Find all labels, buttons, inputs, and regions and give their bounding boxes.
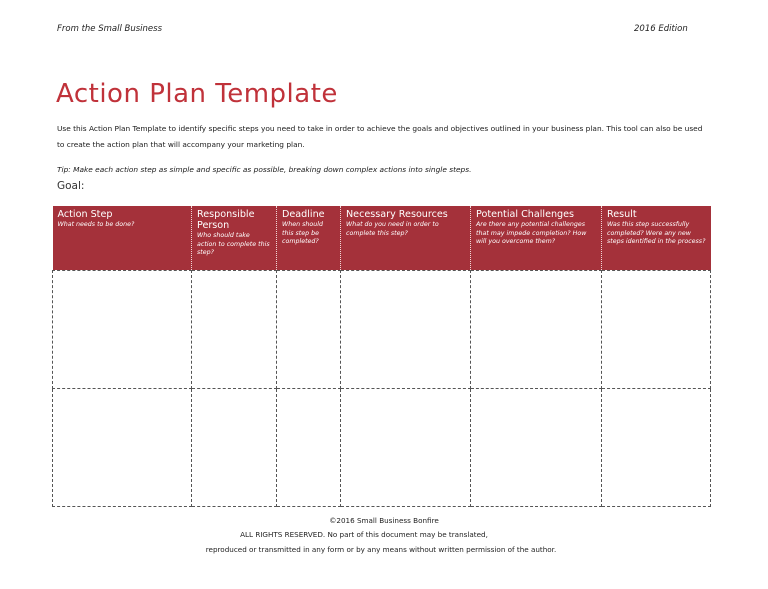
table-cell[interactable] [471, 388, 602, 506]
goal-label: Goal: [57, 180, 85, 192]
column-deadline [277, 206, 341, 270]
source-note: From the Small Business [57, 24, 163, 34]
column-subtitle: Who should take action to complete this step? [197, 232, 270, 257]
footer-rights: ALL RIGHTS RESERVED. No part of this document may be translated, [240, 530, 488, 539]
table-header-row [53, 206, 711, 270]
footer-permission: reproduced or transmitted in any form or by any means without written permission of the author. [205, 545, 557, 554]
page-title: Action Plan Template [56, 79, 338, 110]
intro-paragraph: Use this Action Plan Template to identify specific steps you need to take in order to achieve the goals and objectives outlined in your business plan. This tool can also be used to create the action plan that will accompany your marketing plan. [57, 124, 703, 150]
tip-text: Tip: Make each action step as simple and specific as possible, breaking down complex actions into single steps. [57, 165, 472, 175]
table-cell[interactable] [341, 388, 471, 506]
table-cell[interactable] [277, 388, 341, 506]
edition-note: 2016 Edition [634, 24, 688, 34]
table-row [53, 388, 711, 506]
column-result [602, 206, 711, 270]
column-potential-challenges [471, 206, 602, 270]
column-title: Action Step [57, 209, 113, 220]
footer-copyright: ©2016 Small Business Bonfire [329, 516, 439, 525]
column-action-step [53, 206, 192, 270]
table-cell[interactable] [602, 270, 711, 388]
column-subtitle: Are there any potential challenges that may impede completion? How will you overcome them? [476, 221, 587, 246]
table-cell[interactable] [471, 270, 602, 388]
table-cell[interactable] [192, 388, 277, 506]
column-necessary-resources [341, 206, 471, 270]
table-cell[interactable] [53, 388, 192, 506]
table-cell[interactable] [602, 388, 711, 506]
column-responsible-person [192, 206, 277, 270]
action-plan-table [52, 206, 711, 507]
column-subtitle: When should this step be completed? [282, 221, 323, 246]
column-title: Potential Challenges [476, 209, 575, 220]
table-row [53, 270, 711, 388]
table-cell[interactable] [53, 270, 192, 388]
column-title: Necessary Resources [346, 209, 448, 220]
table-cell[interactable] [277, 270, 341, 388]
table-cell[interactable] [341, 270, 471, 388]
table-cell[interactable] [192, 270, 277, 388]
column-title: Responsible Person [197, 209, 255, 231]
column-title: Deadline [282, 209, 325, 220]
column-title: Result [607, 209, 637, 220]
column-subtitle: What needs to be done? [57, 221, 135, 228]
column-subtitle: Was this step successfully completed? Were any new steps identified in the process? [607, 221, 706, 246]
column-subtitle: What do you need in order to complete this step? [346, 221, 439, 237]
